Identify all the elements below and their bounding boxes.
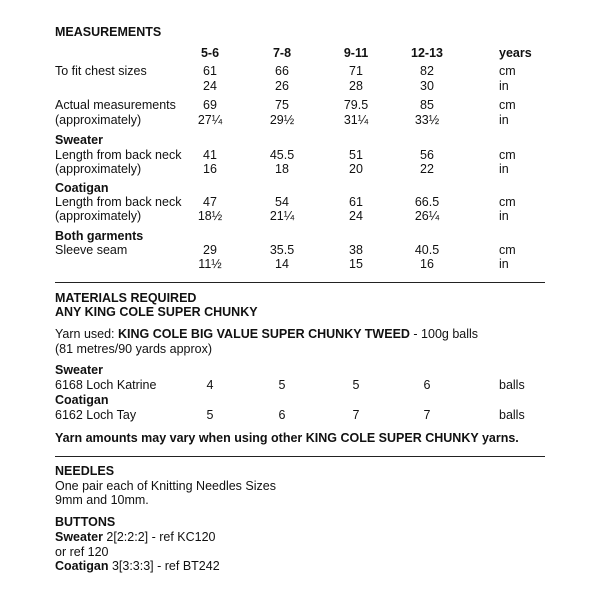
row-label: (approximately) xyxy=(55,162,142,176)
table-cell: 18 xyxy=(275,162,289,176)
unit-cell: in xyxy=(499,257,509,271)
table-cell: 79.5 xyxy=(343,98,369,112)
table-cell: 54 xyxy=(275,195,289,209)
table-cell: 29½ xyxy=(269,113,295,127)
measurements-title: MEASUREMENTS xyxy=(55,25,162,39)
table-cell: 75 xyxy=(275,98,289,112)
coatigan-buttons: 3[3:3:3] - ref BT242 xyxy=(108,559,220,573)
unit-cell: balls xyxy=(499,408,525,422)
buttons-title: BUTTONS xyxy=(55,515,116,529)
table-cell: 5 xyxy=(278,378,286,392)
unit-header: years xyxy=(499,46,532,60)
size-header: 5-6 xyxy=(200,46,220,60)
coatigan-label: Coatigan xyxy=(55,559,109,573)
table-cell: 29 xyxy=(203,243,217,257)
table-cell: 26 xyxy=(275,79,289,93)
buttons-alt-line: or ref 120 xyxy=(55,545,109,559)
yarn-suffix: - 100g balls xyxy=(409,327,479,341)
unit-cell: balls xyxy=(499,378,525,392)
table-cell: 30 xyxy=(420,79,434,93)
yarn-line xyxy=(55,327,478,342)
material-label: 6168 Loch Katrine xyxy=(55,378,157,392)
unit-cell: in xyxy=(499,209,509,223)
table-cell: 28 xyxy=(349,79,363,93)
materials-title: MATERIALS REQUIRED xyxy=(55,291,197,305)
table-cell: 6 xyxy=(278,408,286,422)
section-divider xyxy=(55,282,545,283)
table-cell: 11½ xyxy=(198,257,222,271)
table-cell: 66.5 xyxy=(414,195,440,209)
unit-cell: cm xyxy=(499,98,516,112)
table-cell: 7 xyxy=(423,408,431,422)
size-header: 7-8 xyxy=(272,46,292,60)
table-cell: 21¼ xyxy=(269,209,295,223)
table-cell: 40.5 xyxy=(414,243,440,257)
table-cell: 22 xyxy=(420,162,434,176)
buttons-sweater-line xyxy=(55,530,216,545)
table-cell: 24 xyxy=(349,209,363,223)
buttons-coatigan-line xyxy=(55,559,220,574)
table-cell: 47 xyxy=(203,195,217,209)
table-cell: 69 xyxy=(203,98,217,112)
table-cell: 41 xyxy=(203,148,217,162)
needles-line: 9mm and 10mm. xyxy=(55,493,149,507)
row-label: Length from back neck xyxy=(55,195,182,209)
table-cell: 71 xyxy=(349,64,363,78)
table-cell: 26¼ xyxy=(414,209,440,223)
table-cell: 56 xyxy=(420,148,434,162)
material-label: 6162 Loch Tay xyxy=(55,408,137,422)
material-heading: Coatigan xyxy=(55,393,109,407)
unit-cell: in xyxy=(499,162,509,176)
row-label: Length from back neck xyxy=(55,148,182,162)
materials-subtitle: ANY KING COLE SUPER CHUNKY xyxy=(55,305,258,319)
table-cell: 7 xyxy=(352,408,360,422)
unit-cell: cm xyxy=(499,64,516,78)
row-label: (approximately) xyxy=(55,209,142,223)
table-cell: 35.5 xyxy=(269,243,295,257)
needles-line: One pair each of Knitting Needles Sizes xyxy=(55,479,276,493)
table-cell: 14 xyxy=(275,257,289,271)
needles-title: NEEDLES xyxy=(55,464,115,478)
unit-cell: cm xyxy=(499,195,516,209)
unit-cell: cm xyxy=(499,148,516,162)
table-cell: 18½ xyxy=(197,209,223,223)
row-label: Actual measurements xyxy=(55,98,176,112)
material-heading: Sweater xyxy=(55,363,103,377)
yarn-name: KING COLE BIG VALUE SUPER CHUNKY TWEED xyxy=(118,327,410,341)
table-cell: 82 xyxy=(420,64,434,78)
table-cell: 31¼ xyxy=(343,113,369,127)
unit-cell: in xyxy=(499,113,509,127)
table-cell: 85 xyxy=(420,98,434,112)
sweater-label: Sweater xyxy=(55,530,103,544)
yarn-warning: Yarn amounts may vary when using other KING COLE SUPER CHUNKY yarns. xyxy=(55,431,519,445)
table-cell: 4 xyxy=(206,378,214,392)
group-heading: Coatigan xyxy=(55,181,109,195)
table-cell: 5 xyxy=(206,408,214,422)
table-cell: 33½ xyxy=(414,113,440,127)
table-cell: 45.5 xyxy=(269,148,295,162)
row-label: To fit chest sizes xyxy=(55,64,147,78)
sweater-buttons: 2[2:2:2] - ref KC120 xyxy=(102,530,216,544)
table-cell: 15 xyxy=(349,257,363,271)
table-cell: 27¼ xyxy=(197,113,223,127)
group-heading: Both garments xyxy=(55,229,144,243)
table-cell: 51 xyxy=(349,148,363,162)
table-cell: 24 xyxy=(203,79,217,93)
row-label: (approximately) xyxy=(55,113,142,127)
table-cell: 20 xyxy=(349,162,363,176)
table-cell: 66 xyxy=(275,64,289,78)
table-cell: 16 xyxy=(203,162,217,176)
table-cell: 38 xyxy=(349,243,363,257)
section-divider xyxy=(55,456,545,457)
row-label: Sleeve seam xyxy=(55,243,128,257)
yarn-note: (81 metres/90 yards approx) xyxy=(55,342,213,356)
size-header: 12-13 xyxy=(411,46,443,60)
unit-cell: cm xyxy=(499,243,516,257)
size-header: 9-11 xyxy=(343,46,369,60)
table-cell: 61 xyxy=(203,64,217,78)
table-cell: 5 xyxy=(352,378,360,392)
table-cell: 6 xyxy=(423,378,431,392)
yarn-prefix: Yarn used: xyxy=(55,327,119,341)
table-cell: 61 xyxy=(349,195,363,209)
table-cell: 16 xyxy=(420,257,434,271)
unit-cell: in xyxy=(499,79,509,93)
group-heading: Sweater xyxy=(55,133,103,147)
